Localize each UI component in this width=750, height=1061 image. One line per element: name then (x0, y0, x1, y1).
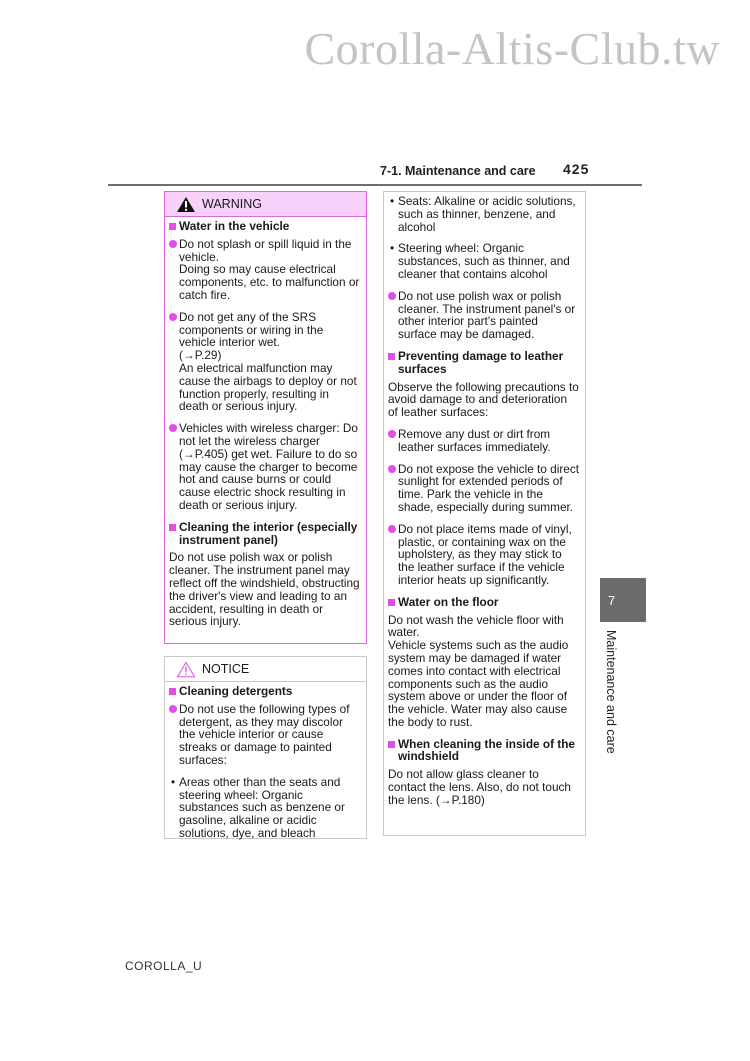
bullet-dot-icon (169, 424, 177, 432)
bullet-item: Do not splash or spill liquid in the vehicle. Doing so may cause electrical components, etc. to malfunction or catch fire. (169, 238, 360, 302)
square-bullet-icon (388, 353, 395, 360)
notice-box (164, 656, 367, 839)
bullet-item: Do not use the following types of detergent, as they may discolor the vehicle interior or cause streaks or damage to painted surfaces: (169, 703, 360, 767)
bullet-item: Do not expose the vehicle to direct sunlight for extended periods of time. Park the vehicle in the shade, especially during summer. (388, 463, 579, 514)
bullet-dot-icon (388, 465, 396, 473)
subheading: Water on the floor (388, 596, 579, 609)
bullet-dot-icon (388, 292, 396, 300)
footer-code: COROLLA_U (125, 959, 203, 973)
paragraph: Observe the following precautions to avoid damage to and deterioration of leather surfaces: (388, 379, 579, 420)
page-header (108, 160, 642, 186)
warning-icon (176, 196, 196, 213)
bullet-dot-icon (169, 705, 177, 713)
page-number: 425 (563, 161, 590, 177)
bullet-item: Remove any dust or dirt from leather surfaces immediately. (388, 428, 579, 454)
subheading: Water in the vehicle (169, 220, 360, 233)
list-item: • Areas other than the seats and steering wheel: Organic substances such as benzene or gasoline, alkaline or acidic solutions, dye, and bleach (171, 774, 345, 840)
bullet-item: Do not place items made of vinyl, plastic, or containing wax on the upholstery, as they may stick to the leather surface if the vehicle interior heats up significantly. (388, 523, 579, 587)
subheading: When cleaning the inside of the windshield (388, 738, 579, 764)
section-title: 7-1. Maintenance and care (380, 164, 536, 178)
bullet-dot-icon (169, 240, 177, 248)
subheading: Cleaning detergents (169, 685, 360, 698)
square-bullet-icon (388, 599, 395, 606)
list-item: • Steering wheel: Organic substances, such as thinner, and cleaner that contains alcohol (390, 241, 570, 281)
caution-icon (176, 661, 196, 678)
continued-content (384, 192, 585, 807)
warning-box (164, 191, 367, 644)
chapter-number: 7 (608, 593, 616, 608)
square-bullet-icon (388, 741, 395, 748)
paragraph: Do not use polish wax or polish cleaner. The instrument panel may reflect off the windshield, obstructing the driver's view and leading to an accident, resulting in death or serious injury. (169, 550, 360, 629)
small-bullet-icon: • (390, 241, 395, 256)
warning-title: WARNING (202, 197, 262, 211)
bullet-dot-icon (388, 525, 396, 533)
notice-header (165, 657, 366, 682)
warning-content (165, 217, 366, 628)
list-item: • Seats: Alkaline or acidic solutions, such as thinner, benzene, and alcohol (390, 194, 576, 234)
chapter-label: Maintenance and care (604, 630, 618, 754)
bullet-item: Do not get any of the SRS components or wiring in the vehicle interior wet. (→P.29) An electrical malfunction may cause the airbags to deploy or not function properly, resulting in death or serious injury. (169, 311, 360, 413)
subheading: Preventing damage to leather surfaces (388, 350, 579, 376)
bullet-item: Vehicles with wireless charger: Do not let the wireless charger (→P.405) get wet. Failure to do so may cause the charger to become hot and cause burns or could cause electric shock resulting in death or serious injury. (169, 422, 360, 512)
continued-box (383, 191, 586, 836)
square-bullet-icon (169, 524, 176, 531)
paragraph: Do not allow glass cleaner to contact the lens. Also, do not touch the lens. (→P.180) (388, 767, 571, 807)
small-bullet-icon: • (390, 194, 395, 208)
square-bullet-icon (169, 688, 176, 695)
notice-title: NOTICE (202, 662, 250, 676)
notice-content (165, 682, 366, 840)
watermark: Corolla-Altis-Club.tw (304, 23, 720, 74)
bullet-dot-icon (169, 313, 177, 321)
small-bullet-icon: • (171, 774, 176, 789)
warning-header (165, 192, 366, 217)
bullet-item: Do not use polish wax or polish cleaner. The instrument panel's or other interior part's painted surface may be damaged. (388, 290, 579, 341)
bullet-dot-icon (388, 430, 396, 438)
square-bullet-icon (169, 223, 176, 230)
paragraph: Do not wash the vehicle floor with water. Vehicle systems such as the audio system may be damaged if water comes into contact with electrical components such as the audio system above or under the floor of the vehicle. Water may also cause the body to rust. (388, 612, 569, 729)
subheading: Cleaning the interior (especially instrument panel) (169, 521, 360, 547)
chapter-tab (600, 578, 646, 622)
